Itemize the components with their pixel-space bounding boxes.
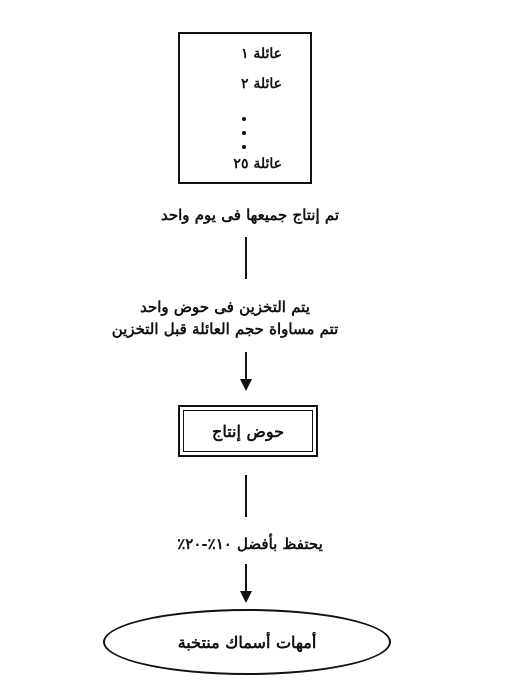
family-label-25: عائلة ٢٥: [233, 156, 282, 172]
family-label-1: عائلة ١: [240, 46, 282, 62]
arrow-down-icon: [240, 379, 252, 391]
storage-note-1: يتم التخزين فى حوض واحد: [140, 298, 310, 316]
connector-line: [245, 237, 247, 279]
ellipsis-dot: [242, 145, 246, 149]
selection-note: يحتفظ بأفضل ١٠٪-٢٠٪: [177, 535, 323, 553]
arrow-down-icon: [240, 591, 252, 603]
ellipsis-dot: [242, 131, 246, 135]
arrow-shaft: [245, 564, 247, 592]
ellipsis-dot: [242, 117, 246, 121]
family-label-2: عائلة ٢: [240, 76, 282, 92]
selected-broodstock-ellipse: أمهات أسماك منتخبة: [103, 609, 391, 675]
connector-line: [245, 475, 247, 517]
families-box: [178, 32, 312, 184]
storage-note-2: تتم مساواة حجم العائلة قبل التخزين: [111, 320, 339, 338]
production-note: تم إنتاج جميعها فى يوم واحد: [160, 206, 340, 224]
arrow-shaft: [245, 352, 247, 380]
production-tank-box: حوض إنتاج: [178, 405, 318, 457]
